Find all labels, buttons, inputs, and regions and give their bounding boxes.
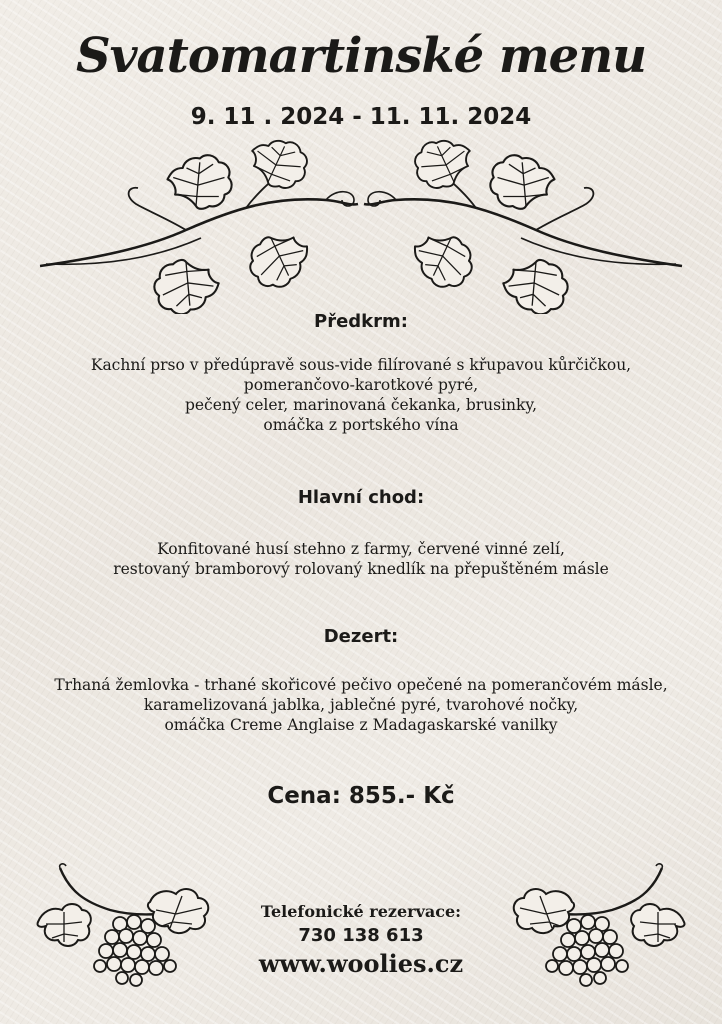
section-heading-starter: Předkrm: bbox=[314, 311, 408, 332]
section-body-starter bbox=[0, 355, 722, 435]
menu-line: karamelizovaná jablka, jablečné pyré, tvarohové nočky, bbox=[143, 696, 579, 714]
menu-line: Kachní prso v předúpravě sous-vide filírované s křupavou kůrčičkou, bbox=[90, 356, 632, 374]
phone-number[interactable]: 730 138 613 bbox=[298, 925, 424, 946]
menu-line: pečený celer, marinovaná čekanka, brusinky, bbox=[184, 396, 538, 414]
reservation-label: Telefonické rezervace: bbox=[260, 902, 462, 921]
menu-line: omáčka Creme Anglaise z Madagaskarské vanilky bbox=[164, 716, 558, 734]
menu-line: Trhaná žemlovka - trhané skořicové pečivo opečené na pomerančovém másle, bbox=[54, 676, 668, 694]
date-range: 9. 11 . 2024 - 11. 11. 2024 bbox=[190, 104, 532, 130]
price: Cena: 855.- Kč bbox=[267, 783, 455, 809]
menu-line: Konfitované husí stehno z farmy, červené vinné zelí, bbox=[157, 540, 565, 558]
section-body-dessert bbox=[0, 675, 722, 735]
menu-line: omáčka z portského vína bbox=[263, 416, 459, 434]
menu-title: Svatomartinské menu bbox=[76, 28, 646, 84]
menu-line: pomerančovo-karotkové pyré, bbox=[243, 376, 479, 394]
section-body-main-course bbox=[0, 539, 722, 579]
menu-line: restovaný bramborový rolovaný knedlík na přepuštěném másle bbox=[113, 560, 609, 578]
grapevine-illustration bbox=[36, 138, 686, 314]
section-heading-dessert: Dezert: bbox=[323, 626, 399, 647]
website-link[interactable]: www.woolies.cz bbox=[258, 949, 464, 978]
section-heading-main-course: Hlavní chod: bbox=[297, 487, 425, 508]
